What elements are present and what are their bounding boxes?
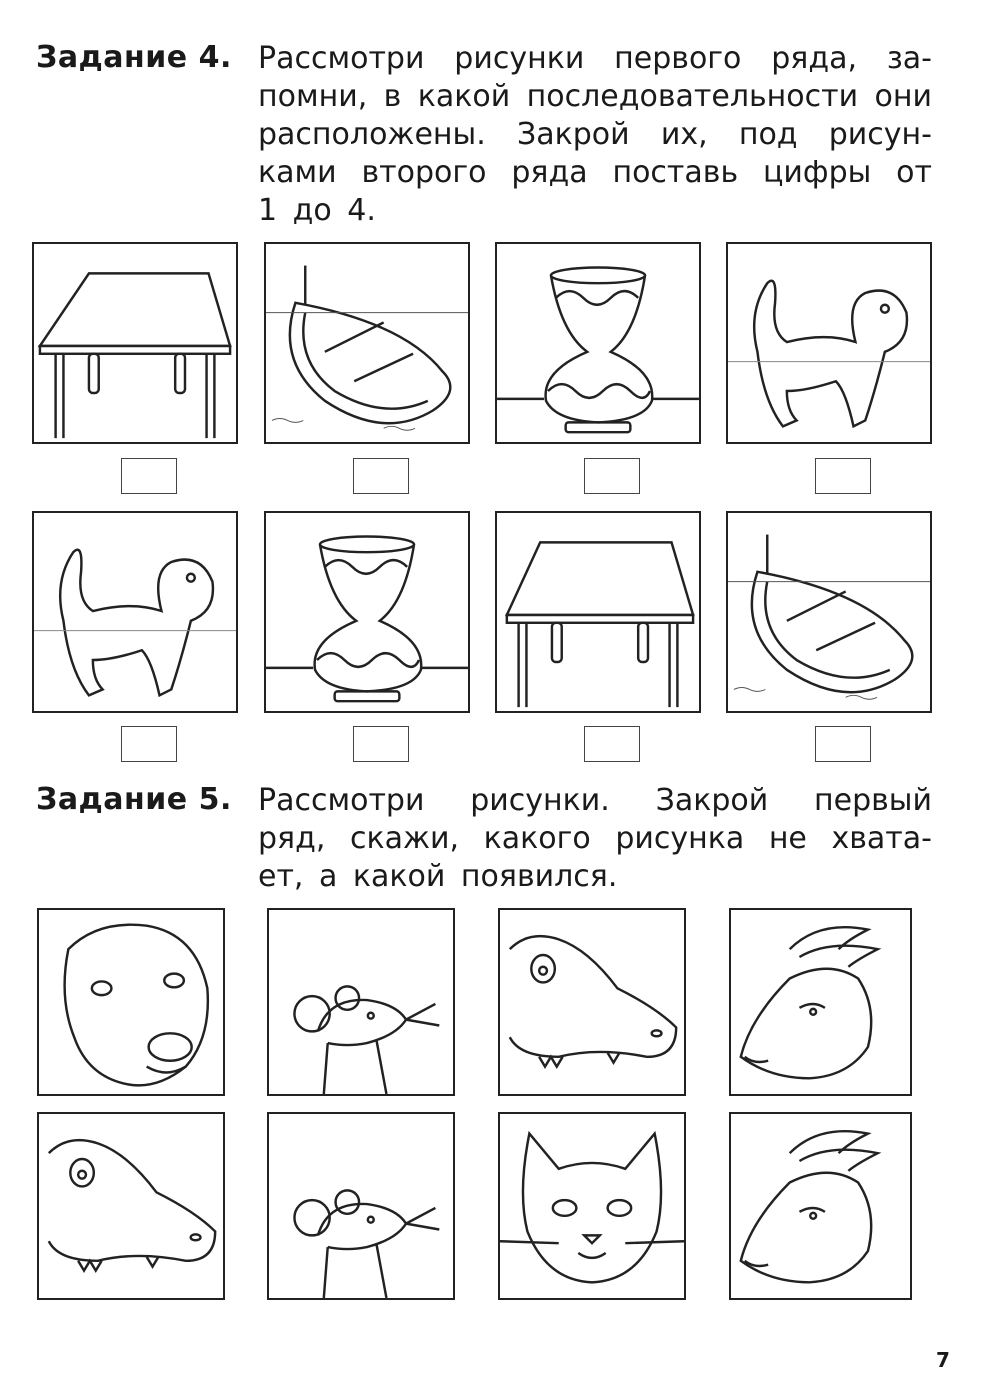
cat-face-picture (498, 1112, 686, 1300)
task-5-instructions (258, 782, 932, 896)
answer-box[interactable] (353, 458, 409, 494)
crocodile-picture (498, 908, 686, 1096)
task-4-line: ками второго ряда поставь цифры от (258, 155, 932, 190)
task-5 (36, 782, 932, 902)
vase-picture (264, 511, 470, 713)
task-4-label: Задание 4. (36, 40, 232, 75)
crocodile-picture (37, 1112, 225, 1300)
mouse-picture (267, 908, 455, 1096)
answer-box[interactable] (584, 458, 640, 494)
answer-box[interactable] (815, 458, 871, 494)
answer-box[interactable] (121, 726, 177, 762)
answer-box[interactable] (584, 726, 640, 762)
answer-box[interactable] (815, 726, 871, 762)
answer-box[interactable] (353, 726, 409, 762)
boat-picture (264, 242, 470, 444)
task-4 (36, 40, 932, 230)
task-4-line: Рассмотри рисунки первого ряда, за- (258, 41, 932, 76)
task-5-line: ряд, скажи, какого рисунка не хвата- (258, 821, 932, 856)
mouse-picture (267, 1112, 455, 1300)
task-5-line: ет, а какой появился. (258, 859, 618, 894)
task-4-instructions (258, 40, 932, 230)
task-5-line: Рассмотри рисунки. Закрой первый (258, 783, 932, 818)
vase-picture (495, 242, 701, 444)
table-picture (32, 242, 238, 444)
page-number: 7 (936, 1348, 950, 1372)
task-4-line: расположены. Закрой их, под рисун- (258, 117, 932, 152)
task-5-label: Задание 5. (36, 782, 232, 817)
task-4-line: помни, в какой последовательности они (258, 79, 932, 114)
cat-picture (32, 511, 238, 713)
goat-picture (729, 1112, 912, 1300)
task-4-line: 1 до 4. (258, 193, 376, 228)
goat-picture (729, 908, 912, 1096)
boat-picture (726, 511, 932, 713)
table-picture (495, 511, 701, 713)
cat-picture (726, 242, 932, 444)
answer-box[interactable] (121, 458, 177, 494)
dog-picture (37, 908, 225, 1096)
